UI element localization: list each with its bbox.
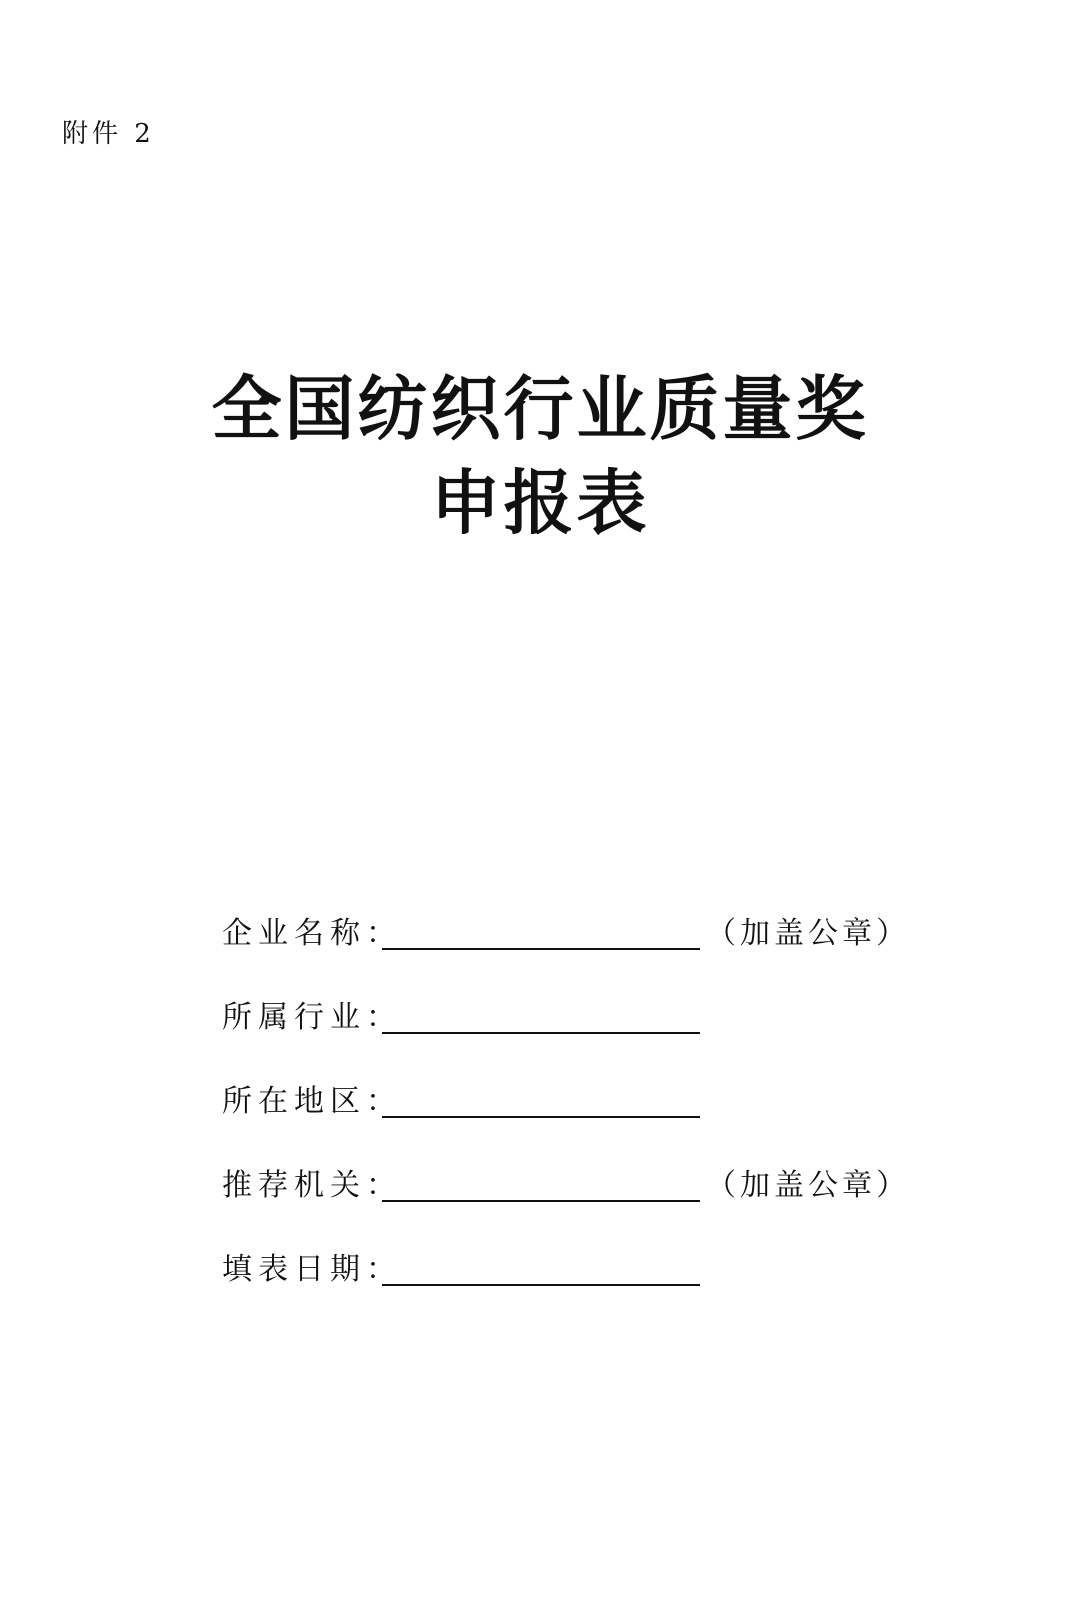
form-row-company-name bbox=[222, 912, 922, 996]
region-field[interactable] bbox=[382, 1116, 700, 1118]
fill-date-field[interactable] bbox=[382, 1284, 700, 1286]
form-row-recommending-agency bbox=[222, 1164, 922, 1248]
company-name-seal-note: （加盖公章） bbox=[706, 916, 910, 951]
recommending-agency-field[interactable] bbox=[382, 1200, 700, 1202]
attachment-label: 附件 2 bbox=[62, 119, 155, 149]
recommending-agency-label: 推荐机关： bbox=[222, 1168, 402, 1203]
industry-label: 所属行业： bbox=[222, 1000, 402, 1035]
title-line-2: 申报表 bbox=[430, 462, 650, 544]
region-label: 所在地区： bbox=[222, 1084, 402, 1119]
form-row-industry bbox=[222, 996, 922, 1080]
form-row-region bbox=[222, 1080, 922, 1164]
title-line-1: 全国纺织行业质量奖 bbox=[211, 368, 869, 450]
document-title bbox=[0, 362, 1080, 550]
application-form bbox=[222, 912, 922, 1332]
company-name-field[interactable] bbox=[382, 948, 700, 950]
industry-field[interactable] bbox=[382, 1032, 700, 1034]
fill-date-label: 填表日期： bbox=[222, 1252, 402, 1287]
form-row-fill-date bbox=[222, 1248, 922, 1332]
company-name-label: 企业名称： bbox=[222, 916, 402, 951]
recommending-agency-seal-note: （加盖公章） bbox=[706, 1168, 910, 1203]
